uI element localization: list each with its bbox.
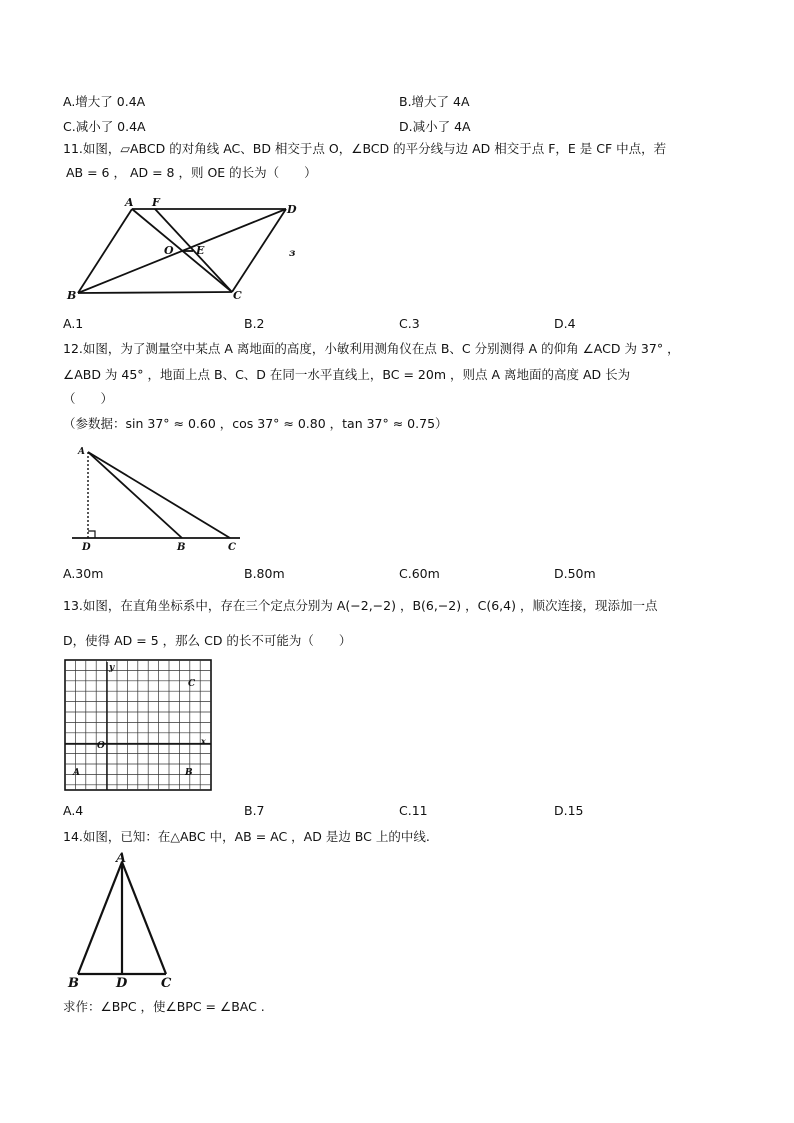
q14-side-ab — [78, 862, 122, 974]
q11-parallelogram-figure — [62, 196, 302, 306]
q12-stem-line1: 12.如图，为了测量空中某点 A 离地面的高度，小敏利用测角仪在点 B、C 分别测得 A 的仰角 ∠ACD 为 37° ， — [63, 341, 680, 356]
q11-label-f: F — [152, 196, 160, 209]
q13-label-a: A — [73, 768, 80, 778]
q11-stem-line1: 11.如图，▱ABCD 的对角线 AC、BD 相交于点 O，∠BCD 的平分线与边 AD 相交于点 F，E 是 CF 中点，若 — [63, 141, 667, 156]
q11-side-cb — [78, 292, 232, 293]
q12-sightline-ac — [88, 452, 230, 538]
q12-stem-line2: ∠ABD 为 45° ，地面上点 B、C、D 在同一水平直线上，BC = 20m ，则点 A 离地面的高度 AD 长为 — [63, 367, 631, 382]
q11-label-b: B — [67, 289, 77, 302]
q10-option-d: D.减小了 4A — [399, 119, 471, 134]
q13-label-b: B — [185, 768, 193, 778]
q11-label-o: O — [164, 244, 174, 257]
q12-sightline-ab — [88, 452, 182, 538]
q13-label-c: C — [188, 679, 196, 689]
q14-label-a: A — [116, 851, 127, 866]
q12-elevation-figure — [70, 444, 250, 554]
q13-stem-line2: D，使得 AD = 5 ，那么 CD 的长不可能为（ ） — [63, 633, 352, 648]
q14-label-d: D — [116, 976, 128, 991]
q11-label-d: D — [287, 203, 297, 216]
q13-option-d: D.15 — [554, 803, 584, 818]
q14-task: 求作：∠BPC ，使∠BPC = ∠BAC . — [63, 999, 265, 1014]
q12-stem-line3: （ ） — [63, 391, 114, 406]
q13-label-y: y — [109, 663, 115, 673]
q11-stem-line2: AB = 6 ， AD = 8 ，则 OE 的长为（ ） — [66, 165, 317, 180]
q14-side-ac — [122, 862, 166, 974]
q11-option-c: C.3 — [399, 316, 420, 331]
q10-option-a: A.增大了 0.4A — [63, 94, 146, 109]
q14-label-c: C — [161, 976, 172, 991]
q12-label-c: C — [228, 542, 236, 553]
q13-coordinate-grid-figure — [63, 658, 213, 792]
q12-right-angle-mark — [88, 531, 95, 538]
q13-label-o: O — [97, 741, 105, 751]
q11-label-e: E — [196, 244, 205, 257]
q13-stem-line1: 13.如图，在直角坐标系中，存在三个定点分别为 A(−2,−2) ，B(6,−2) ，C(6,4) ，顺次连接，现添加一点 — [63, 598, 658, 613]
q10-option-b: B.增大了 4A — [399, 94, 470, 109]
q10-option-c: C.减小了 0.4A — [63, 119, 146, 134]
q11-option-a: A.1 — [63, 316, 84, 331]
q12-option-c: C.60m — [399, 566, 440, 581]
q12-option-b: B.80m — [244, 566, 285, 581]
q11-stray-mark: з — [289, 248, 296, 259]
q11-side-dc — [232, 209, 286, 292]
q13-label-x: x — [201, 736, 206, 746]
q12-option-d: D.50m — [554, 566, 596, 581]
q12-option-a: A.30m — [63, 566, 104, 581]
q14-stem: 14.如图，已知：在△ABC 中，AB = AC ，AD 是边 BC 上的中线. — [63, 829, 430, 844]
q11-side-ba — [78, 209, 132, 293]
q14-label-b: B — [68, 976, 79, 991]
q14-triangle-figure — [64, 850, 184, 990]
q11-label-c: C — [233, 289, 242, 302]
q11-option-d: D.4 — [554, 316, 576, 331]
q11-label-a: A — [125, 196, 134, 209]
q13-option-c: C.11 — [399, 803, 428, 818]
q12-label-b: B — [177, 542, 186, 553]
q13-option-b: B.7 — [244, 803, 265, 818]
q12-reference-data: （参数据：sin 37° ≈ 0.60 ，cos 37° ≈ 0.80 ，tan 37° ≈ 0.75） — [63, 416, 448, 431]
q11-option-b: B.2 — [244, 316, 265, 331]
q12-label-d: D — [82, 542, 91, 553]
q13-option-a: A.4 — [63, 803, 84, 818]
q12-label-a: A — [78, 447, 85, 457]
